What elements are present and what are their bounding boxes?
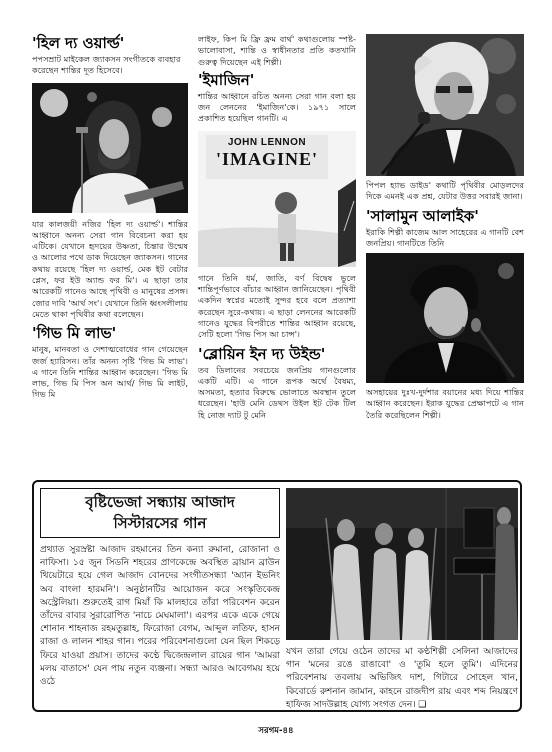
- intro-heal-the-world: পপসম্রাট মাইকেল জ্যাকসন সংগীতকে ব্যবহার করেছেন শান্তির দূত হিসেবে।: [32, 54, 181, 76]
- photo-kazem-al-saher: [366, 253, 524, 383]
- page-number: সরগম-৪৪: [258, 726, 294, 736]
- column-middle: [198, 34, 356, 421]
- article-body-left: প্রথ্যাত সুরস্রষ্টা আজাদ রহমানের তিন কন্যা রুমানা, রোজানা ও নাফিসা। ১৫ জুন সিডনি শহরের প্রাণকেন্দ্রে অবস্থিত ব্রায়ান ব্রাউন থিয়েটারে হয়ে গেল আজাদ বোনদের সংগীতসন্ধ্যা 'অ্যান ইভনিং অব বাংলা হারমনি'। অনুষ্ঠানটির আয়োজন করে সংস্কৃতিকেন্দ্র অস্ট্রেলিয়া। শুরুতেই রাগ মিয়াঁ কি মালহারে তাঁরা পরিবেশন করেন তাঁদের বাবার সুরারোপিত 'নাচে মেঘমালা'। এরপর একে একে গেয়ে শোনান শাহনাজ রহমতুল্লাহ, ফিরোজা বেগম, আব্দুল লতিফ, হাসন রাজা ও লালন শাহর গান। পরের পরিবেশনাগুলো যেন ছিল শিকড়ে ফিরে যাওয়া প্রয়াস। তাদের কণ্ঠে দ্বিজেন্দ্রলাল রায়ের গান 'আমরা মলয় বাতাসে' যেন পায় নতুন ব্যঞ্জনা। সন্ধ্যা আরও আবেগময় হয়ে ওঠে: [40, 545, 280, 688]
- intro-salamun-alaik: ইরাকি শিল্পী কাজেম আল সাহেরের এ গানটি বেশ জনপ্রিয়। গানটিতে তিনি: [366, 226, 524, 248]
- article-azad-sisters: [32, 480, 522, 712]
- heading-give-me-love: 'গিভ মি লাভ': [32, 324, 117, 343]
- heading-blowin-in-the-wind: 'ব্লোয়িন ইন দ্য উইন্ড': [198, 344, 326, 363]
- album-cover-imagine: [198, 131, 356, 267]
- body-blowin-cont: পিপল হ্যাভ ডাইড' কথাটি পৃথিবীর মোড়লদের দিকে এমনই এক প্রশ্ন, যেটার উত্তর সবারই জানা।: [366, 180, 524, 202]
- photo-azad-sisters-concert: [286, 488, 518, 640]
- body-give-me-love: মানুষ, মানবতা ও দেশাত্মবোধের গান গেয়েছেন জর্জ হ্যারিসন। তাঁর অনন্য সৃষ্টি 'গিভ মি লাভ'। এ গানে তিনি শান্তির আহ্বান করেছেন। 'গিভ মি লাভ, গিভ মি পিস অন আর্থ/ গিভ মি লাইট, গিভ মি: [32, 344, 188, 400]
- article-title-line1: বৃষ্টিভেজা সন্ধ্যায় আজাদ: [85, 493, 235, 511]
- body-heal-the-world: যার কালজয়ী নজির 'হিল দ্য ওয়ার্ল্ড'। শান্তির আহ্বানে অনন্য সেরা গান বিবেচনা করা হয় এটিকে। যেখানে হৃদয়ের উষ্ণতা, চিন্তার উন্মেষ ও আলোর পথে ডাক দিয়েছেন জ্যাকসন। গানের কথায় রয়েছে 'হিল দ্য ওয়ার্ল্ড, মেক ইট বেটার প্লেস, ফর ইউ অ্যান্ড ফর মি'। এ ছাড়া তার আরেকটি গানেও আছে পৃথিবী ও মানুষের প্রসঙ্গ। জোর দাবি 'আর্থ সং'। যেখানে তিনি ধ্বংসলীলায় মেতে থাকা পৃথিবীর কথা বলেছেন।: [32, 218, 188, 319]
- body-imagine: গানে তিনি ধর্ম, জাতি, বর্ণ বিদ্বেষ ভুলে শান্তিপূর্ণভাবে বাঁচার আহ্বান জানিয়েছেন। পৃথিবী একদিন স্বপ্নের মতোই সুন্দর হবে বলে প্রত্যাশা করেছেন সুরে-কথায়। এ ছাড়া লেননের আরেকটি গানেও যুদ্ধের বিপরীতে শান্তির আহ্বান রয়েছে, সেটি হলো 'গিভ পিস আ চান্স'।: [198, 272, 356, 340]
- heading-imagine: 'ইমাজিন': [198, 70, 255, 89]
- album-artist-label: JOHN LENNON: [227, 136, 307, 148]
- body-salamun-alaik: অসহায়ের দুঃখ-দুর্দশার বয়ানের মধ্য দিয়ে শান্তির আহ্বান করেছেন। ইরাক যুদ্ধের প্রেক্ষাপটে এ গান তৈরি করেছিলেন শিল্পী।: [366, 387, 524, 420]
- photo-bob-dylan: [366, 34, 524, 176]
- body-give-me-love-cont: লাইফ, কিপ মি ফ্রি ফ্রম বার্থ' কথাগুলোয় স্পষ্ট-ভালোবাসা, শান্তি ও স্বাধীনতার প্রতি কতখানি গুরুত্ব দিয়েছেন এই শিল্পী।: [198, 34, 356, 67]
- article-title-line2: সিস্টারসের গান: [113, 514, 207, 532]
- heading-salamun-alaik: 'সালামুন আলাইক': [366, 206, 479, 225]
- heading-heal-the-world: 'হিল দ্য ওয়ার্ল্ড': [32, 34, 125, 52]
- article-title: [40, 488, 280, 538]
- column-right: [366, 34, 524, 421]
- body-blowin-in-the-wind: তব ডিলানের সবচেয়ে জনপ্রিয় গানগুলোর একটি এটি। এ গানে রূপক অর্থে বৈষম্য, অসমতা, হত্যার বিরুদ্ধে ভোলাতে অবস্থান তুলে ধরেছেন। 'হাউ মেনি ডেথস উইল ইট টেক টিল হি নোজ দ্যাট টু মেনি: [198, 364, 356, 420]
- album-title-label: 'IMAGINE': [215, 148, 318, 169]
- article-body-right: যখন তারা গেয়ে ওঠেন তাদের মা কণ্ঠশিল্পী সেলিনা আজাদের গান 'মনের রঙে রাঙাবো' ও 'তুমি হলে তুমি'। এদিনের পরিবেশনায় তবলায় অভিজিৎ দাশ, গিটারে সোহেল খান, কিবোর্ডে রুশনান জামান, কাহনে রাজদীপ রায় এবং শব্দ নিয়ন্ত্রণে হাফিজ সাদউল্লাহ যোগ্য সংগত দেন। ❑: [286, 647, 518, 710]
- intro-imagine: শান্তির আহ্বানে রচিত অনন্য সেরা গান বলা হয় জন লেননের 'ইমাজিন'কে। ১৯৭১ সালে প্রকাশিত হয়েছিল গানটি। এ: [198, 90, 356, 124]
- photo-george-harrison: [32, 83, 188, 213]
- column-left: [32, 34, 188, 401]
